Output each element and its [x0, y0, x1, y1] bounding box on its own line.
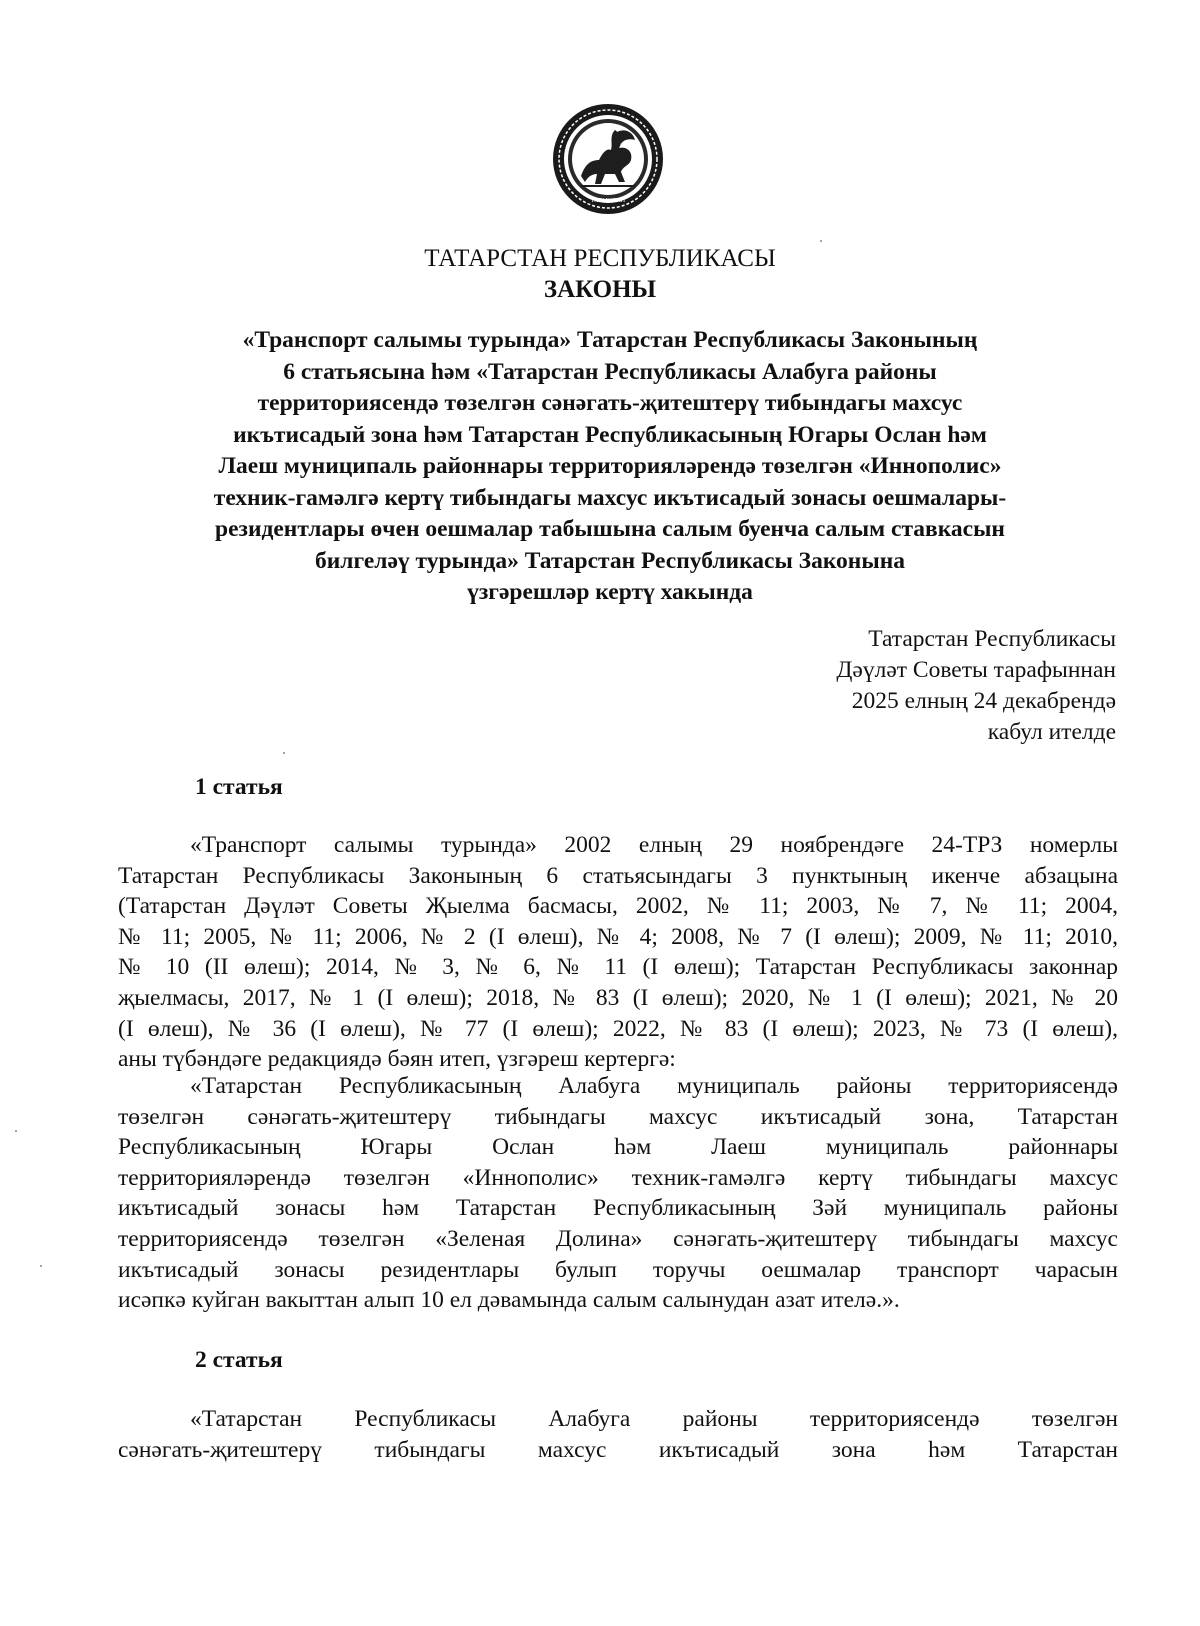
text-line: икътисадый зонасы һәм Татарстан Республикасының Зәй муниципаль районы: [118, 1195, 1118, 1222]
text-line: (I өлеш), № 36 (I өлеш), № 77 (I өлеш); 2022, № 83 (I өлеш); 2023, № 73 (I өлеш),: [118, 1015, 1118, 1042]
header-law: ЗАКОНЫ: [543, 276, 657, 303]
adoption-block: [836, 624, 1116, 748]
text-line: икътисадый зонасы резидентлары булып торучы оешмалар транспорт чарасын: [118, 1256, 1118, 1283]
title-line: территориясендә төзелгән сәнәгать-җитештерү тибындагы махсус: [257, 390, 963, 416]
title-line: билгеләү турында» Татарстан Республикасы Законына: [315, 547, 905, 574]
text-line: җыелмасы, 2017, № 1 (I өлеш); 2018, № 83 (I өлеш); 2020, № 1 (I өлеш); 2021, № 20: [118, 984, 1118, 1011]
title-line: «Транспорт салымы турында» Татарстан Республикасы Законының: [242, 327, 978, 353]
scan-speck: [15, 1130, 17, 1132]
title-line: 6 статьясына һәм «Татарстан Республикасы Алабуга районы: [283, 358, 937, 385]
tatarstan-coat-of-arms-icon: [551, 102, 665, 216]
title-line: үзгәрешләр кертү хакында: [467, 579, 753, 605]
text-line: «Транспорт салымы турында» 2002 елның 29 ноябрендәге 24-ТРЗ номерлы: [190, 832, 1118, 858]
text-line: № 10 (II өлеш); 2014, № 3, № 6, № 11 (I өлеш); Татарстан Республикасы законнар: [118, 954, 1118, 981]
adoption-line: Татарстан Республикасы: [868, 626, 1116, 652]
article-1-heading: 1 статья: [195, 774, 283, 800]
text-line: (Татарстан Дәүләт Советы Җыелма басмасы, 2002, № 11; 2003, № 7, № 11; 2004,: [118, 893, 1118, 920]
text-line: Республикасының Югары Ослан һәм Лаеш муниципаль районнары: [118, 1134, 1118, 1161]
text-line: № 11; 2005, № 11; 2006, № 2 (I өлеш), № 4; 2008, № 7 (I өлеш); 2009, № 11; 2010,: [118, 923, 1118, 950]
adoption-line: Дәүләт Советы тарафыннан: [836, 657, 1116, 683]
header-republic: ТАТАРСТАН РЕСПУБЛИКАСЫ: [424, 245, 776, 272]
law-title: [140, 325, 1080, 609]
title-line: икътисадый зона һәм Татарстан Республикасының Югары Ослан һәм: [233, 421, 987, 448]
text-line: аны түбәндәге редакциядә бәян итеп, үзгәреш кертергә:: [118, 1046, 676, 1073]
adoption-line: 2025 елның 24 декабрендә: [851, 688, 1116, 714]
text-line: «Татарстан Республикасы Алабуга районы территориясендә төзелгән: [190, 1406, 1118, 1432]
title-line: резидентлары өчен оешмалар табышына салым буенча салым ставкасын: [215, 516, 1005, 542]
text-line: территориясендә төзелгән «Зеленая Долина» сәнәгать-җитештерү тибындагы махсус: [118, 1225, 1118, 1252]
text-line: исәпкә куйган вакыттан алып 10 ел дәвамында салым салынудан азат ителә.».: [118, 1287, 900, 1314]
article-2-heading: 2 статья: [195, 1347, 283, 1373]
text-line: территорияләрендә төзелгән «Иннополис» техник-гамәлгә кертү тибындагы махсус: [118, 1164, 1118, 1191]
text-line: сәнәгать-җитештерү тибындагы махсус икътисадый зона һәм Татарстан: [118, 1436, 1118, 1463]
scan-speck: [820, 240, 822, 242]
title-line: Лаеш муниципаль районнары территорияләрендә төзелгән «Иннополис»: [218, 453, 1002, 479]
article-2-paragraph-1: [118, 1404, 1118, 1465]
text-line: «Татарстан Республикасының Алабуга муниципаль районы территориясендә: [190, 1073, 1118, 1099]
text-line: Татарстан Республикасы Законының 6 статьясындагы 3 пунктының икенче абзацына: [118, 862, 1118, 889]
article-1-paragraph-1: [118, 830, 1118, 1075]
scan-speck: [283, 752, 285, 754]
adoption-line: кабул ителде: [987, 719, 1116, 745]
article-1-paragraph-2: [118, 1071, 1118, 1316]
scan-speck: [40, 1265, 42, 1267]
title-line: техник-гамәлгә кертү тибындагы махсус икътисадый зонасы оешмалары-: [213, 484, 1007, 511]
text-line: төзелгән сәнәгать-җитештерү тибындагы махсус икътисадый зона, Татарстан: [118, 1103, 1118, 1130]
emblem-caption: ТАТАРСТАН: [590, 198, 626, 204]
